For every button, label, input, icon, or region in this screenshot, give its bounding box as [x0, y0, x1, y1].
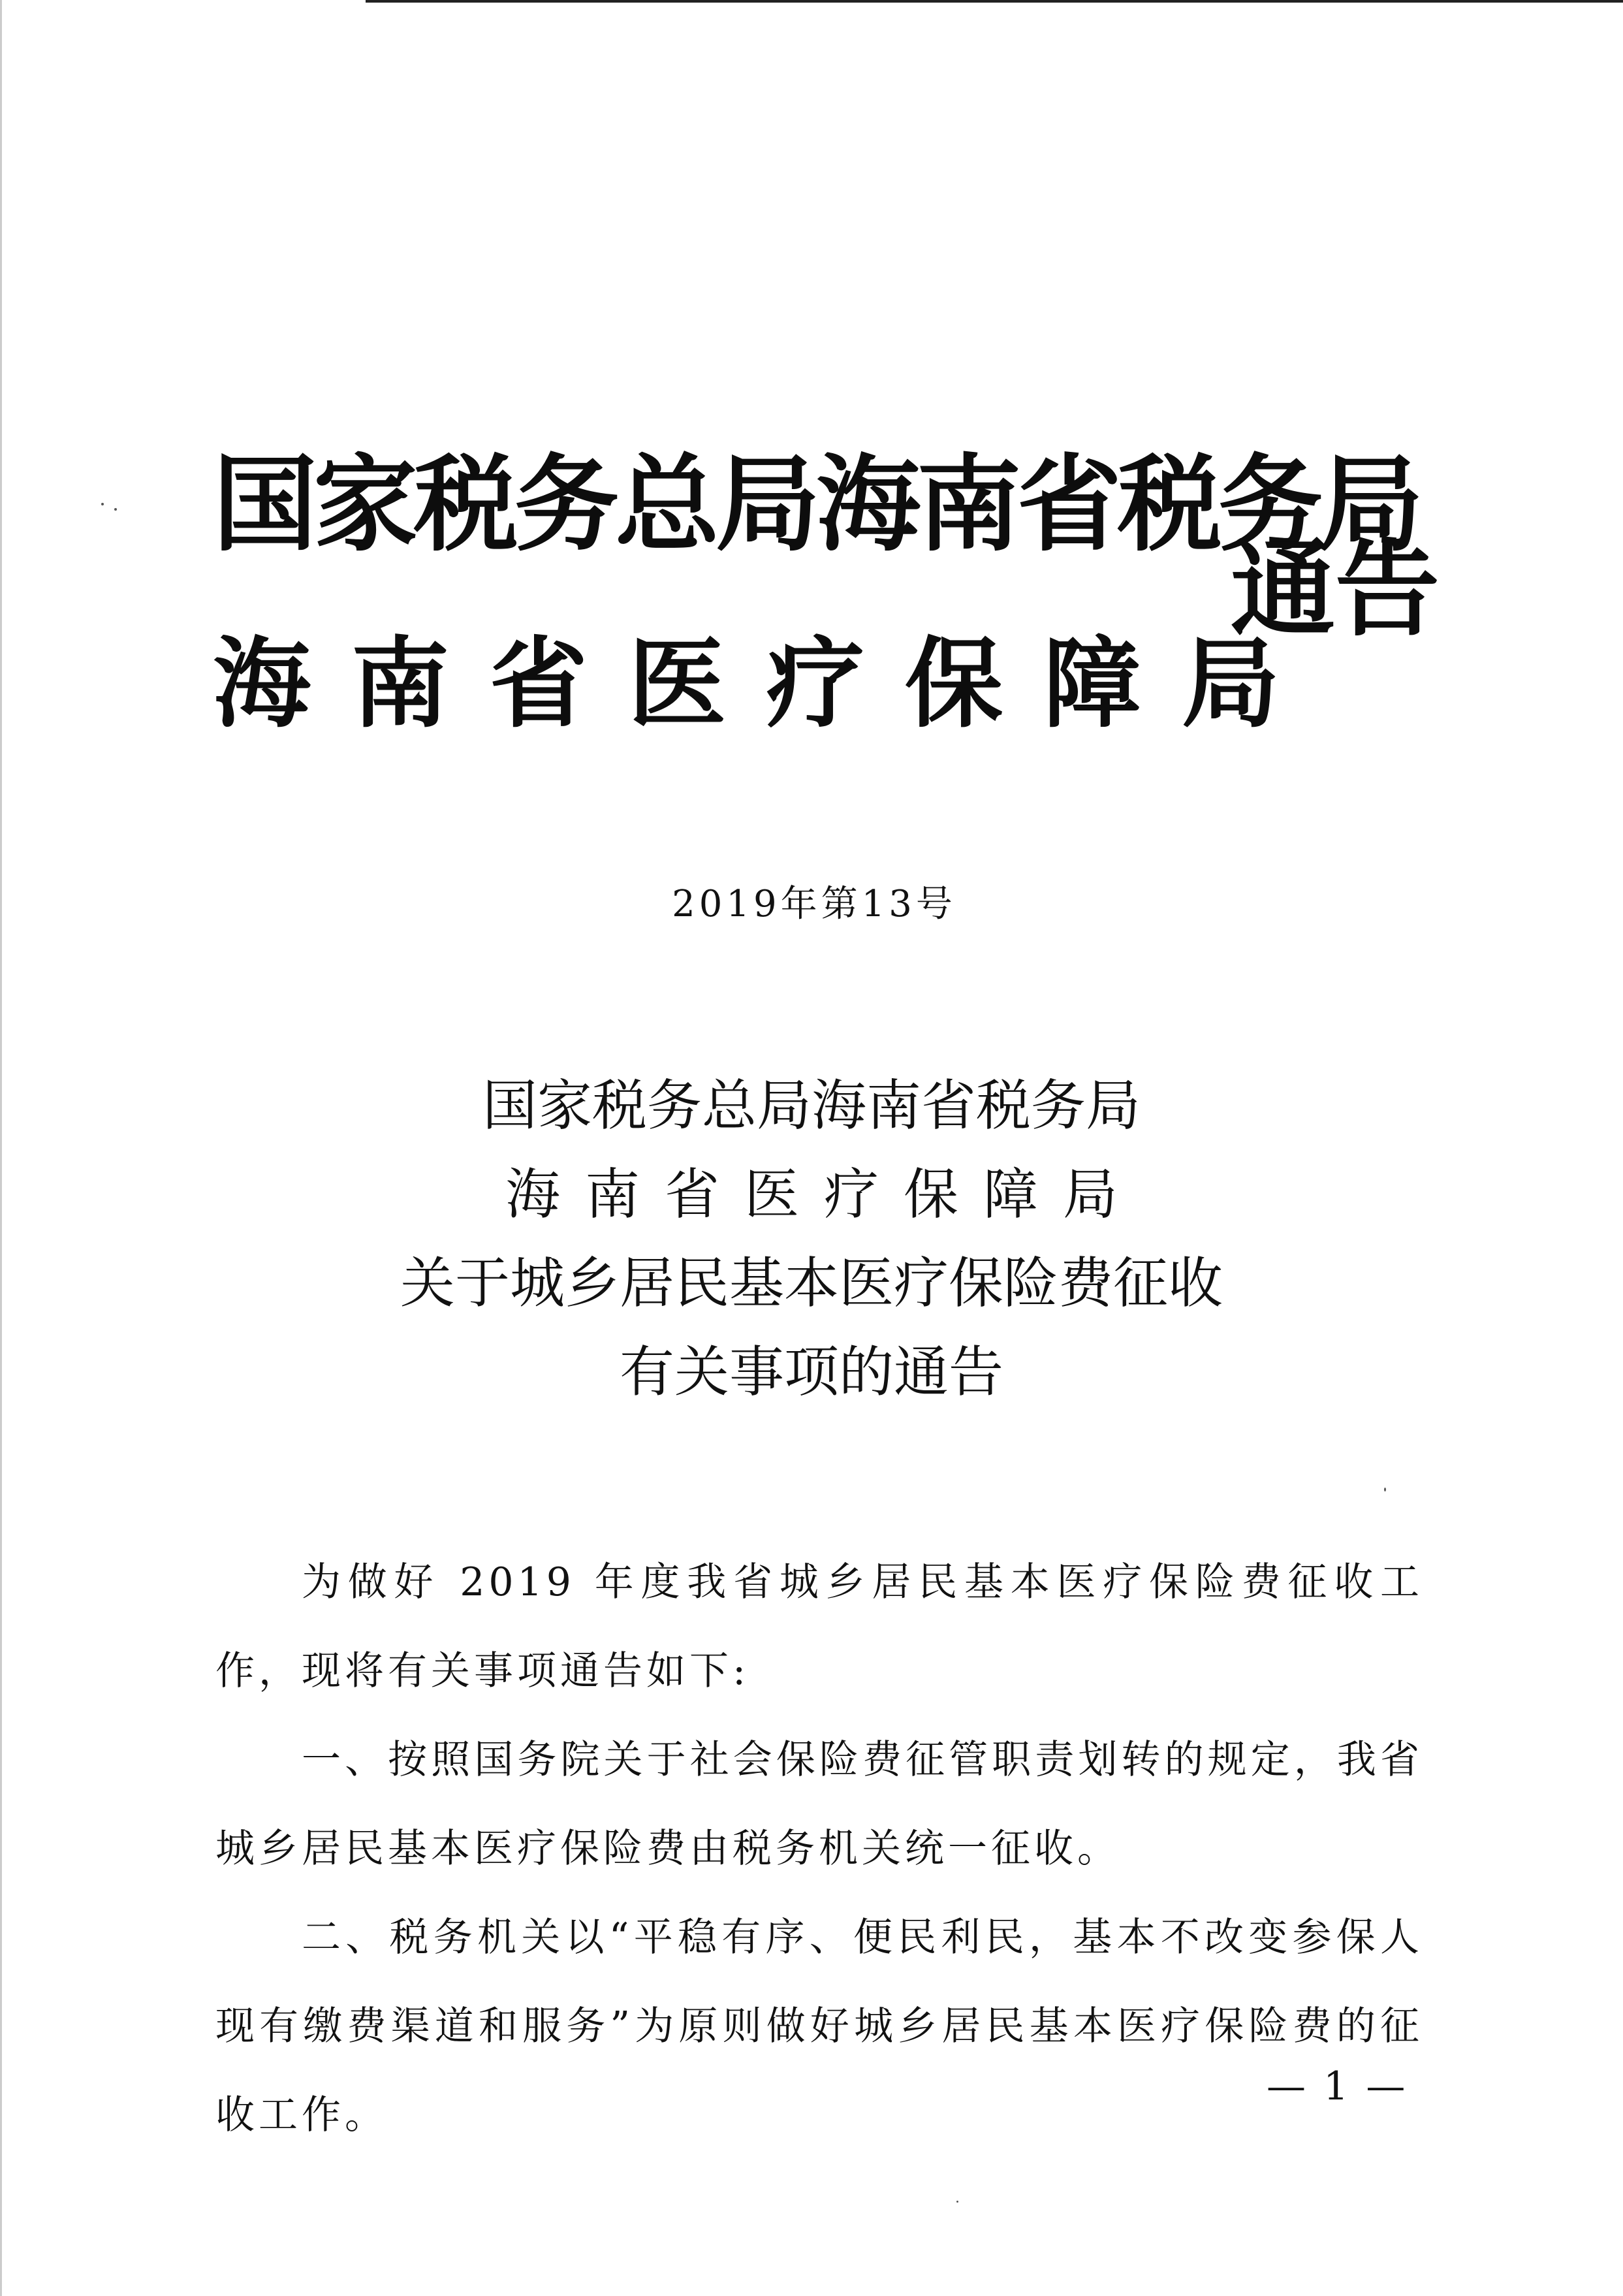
title-line-1: 国家税务总局海南省税务局: [482, 1074, 1141, 1138]
document-number: 2019年第13号: [672, 883, 956, 925]
scan-top-edge: [366, 0, 1623, 3]
scan-speck: [114, 508, 117, 511]
document-body: [215, 1538, 1423, 2160]
title-line-2: 海南省医疗保障局: [505, 1162, 1142, 1226]
scan-speck: [1384, 1488, 1386, 1491]
document-type-label: 通告: [1231, 528, 1440, 650]
page-number: — 1 —: [1267, 2064, 1408, 2109]
scan-speck: [956, 2201, 958, 2203]
document-title: [0, 1061, 1623, 1416]
title-line-4: 有关事项的通告: [619, 1340, 1003, 1404]
body-paragraph-2: 二、税务机关以“平稳有序、便民利民，基本不改变参保人现有缴费渠道和服务”为原则做好城乡居民基本医疗保险费的征收工作。: [215, 1915, 1423, 2138]
body-paragraph-1: 一、按照国务院关于社会保险费征管职责划转的规定，我省城乡居民基本医疗保险费由税务机关统一征收。: [215, 1737, 1423, 1872]
body-paragraph-intro: 为做好 2019 年度我省城乡居民基本医疗保险费征收工作，现将有关事项通告如下:: [215, 1559, 1423, 1694]
issuing-agency-line-1: 国家税务总局海南省税务局: [213, 443, 1420, 566]
issuing-agency-line-2: 海南省医疗保障局: [213, 628, 1321, 741]
title-line-3: 关于城乡居民基本医疗保险费征收: [400, 1251, 1223, 1315]
scan-speck: [101, 503, 104, 505]
